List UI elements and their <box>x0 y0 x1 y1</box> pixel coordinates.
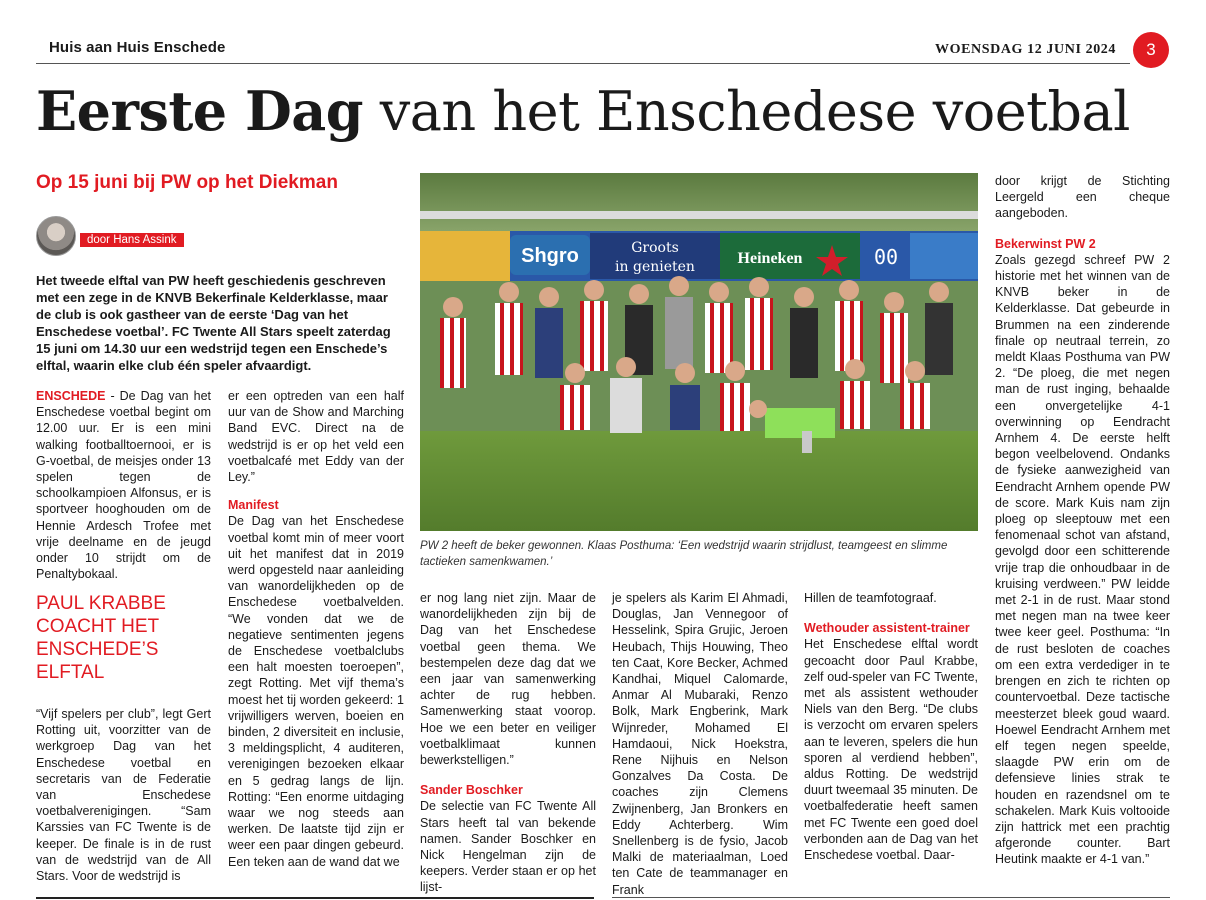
publication-name: Huis aan Huis Enschede <box>49 39 226 56</box>
side-heading: PAUL KRABBE COACHT HET ENSCHEDE’S ELFTAL <box>36 593 166 683</box>
column-4 <box>612 590 788 898</box>
col1-text: - De Dag van het Enschedese voetbal begint om 12.00 uur. Er is een mini walking footballtoernooi, er is G-voetbal, de meisjes onder 13 spelen tegen de schoolkampioen Alfonsus, er is sportveer hooghouden om de Hennie Ardesch Trofee met vrije deelname en de jeugd onder 10 strijdt om de Penaltybokaal. <box>36 389 211 582</box>
column-1-bottom <box>36 706 211 884</box>
bottom-divider-left <box>36 897 594 899</box>
author-avatar <box>36 216 76 256</box>
banner-text-2: in genieten <box>615 259 695 275</box>
banner-heineken: Heineken <box>737 250 803 267</box>
headline-regular: van het Enschedese voetbal <box>363 80 1130 143</box>
subheading-bekerwinst: Bekerwinst PW 2 <box>995 236 1096 251</box>
article-intro: Het tweede elftal van PW heeft geschiedenis geschreven met een zege in de KNVB Bekerfinale Kelderklasse, maar de club is ook gastheer van de eerste ‘Dag van het Enschedese voetbal’. FC Twente All Stars speelt zaterdag 15 juni om 14.30 uur een wedstrijd tegen een Enschede’s elftal, waarin elke club één speler afvaardigt. <box>36 273 391 373</box>
subheading-manifest: Manifest <box>228 498 279 513</box>
col2-paragraph-1: er een optreden van een half uur van de Show and Marching Band EVC. Direct na de wedstrijd is er op het veld een voetbalcafé met Eddy van der Ley.” <box>228 389 404 485</box>
banner-text-1: Groots <box>631 240 679 256</box>
col4-paragraph-1: je spelers als Karim El Ahmadi, Douglas, Jan Vennegoor of Hesselink, Spira Grujic, Jeroen Heubach, Thijs Houwing, Theo ten Caat, Kore Becker, Achmed Kandhai, Miquel Calomarde, Anmar Al Mubaraki, Renzo Bolk, Mark Engberink, Mark Wijnreder, Mohamed El Hamdaoui, Nick Hoekstra, Rene Nijhuis en Nelson Gonzalves Da Costa. De coaches zijn Clemens Zwijnenberg, Jan Bronkers en Eddy Achterberg. Wim Snellenberg is de fysio, Jacob Malki de materiaalman, Loed ten Cate de teammanager en Frank <box>612 591 788 897</box>
col1-paragraph <box>36 388 211 582</box>
article-subtitle: Op 15 juni bij PW op het Diekman <box>36 172 338 193</box>
photo-caption: PW 2 heeft de beker gewonnen. Klaas Posthuma: ‘Een wedstrijd waarin strijdlust, teamgeest en slimme tactieken samenkwamen.’ <box>420 540 948 568</box>
dateline: ENSCHEDE <box>36 389 106 403</box>
col3-paragraph-2: De selectie van FC Twente All Stars heeft tal van bekende namen. Sander Boschker en Nick Hengelman zijn de keepers. Verder staan er op het lijst- <box>420 799 596 895</box>
team-photo <box>420 173 978 531</box>
page-number-badge: 3 <box>1133 32 1169 68</box>
banner-sligro: Shgro <box>521 245 579 267</box>
banner-score: 00 <box>873 245 899 269</box>
trophy-icon <box>802 431 812 453</box>
issue-date: WOENSDAG 12 JUNI 2024 <box>934 42 1116 57</box>
column-5 <box>804 590 978 863</box>
headline <box>36 72 1130 151</box>
masthead-divider <box>36 63 1130 64</box>
headline-bold: Eerste Dag <box>36 79 364 143</box>
column-1 <box>36 388 211 582</box>
subheading-wethouder: Wethouder assistent-trainer <box>804 621 970 636</box>
col1-bottom-paragraph: “Vijf spelers per club”, legt Gert Rotting uit, voorzitter van de werkgroep Dag van het Enschedese voetbal en secretaris van de Federatie van Enschedese voetbalverenigingen. “Sam Karssies van FC Twente is de keeper. De finale is in de rust van de wedstrijd van de All Stars. Voor de wedstrijd is <box>36 707 211 884</box>
column-3 <box>420 590 596 896</box>
col5-paragraph-1: Hillen de teamfotograaf. <box>804 591 937 605</box>
col3-paragraph-1: er nog lang niet zijn. Maar de wanordelijkheden zijn bij de Dag van het Enschedese voetbal geen thema. We bestempelen deze dag dat we een jaar van samenwerking achter de rug hebben. Samenwerking staat voorop. Hoe we een beter en veiliger voetbalklimaat kunnen bewerkstelligen.” <box>420 591 596 768</box>
author-byline: door Hans Assink <box>80 233 184 247</box>
column-2 <box>228 388 404 870</box>
bottom-divider-right <box>612 897 1170 898</box>
col2-paragraph-2: De Dag van het Enschedese voetbal komt min of meer voort uit het manifest dat in 2019 werd opgesteld naar aanleiding van wanordelijkheden op de Enschedese voetbalvelden. “We vonden dat we de negatieve sentimenten jegens de Enschedese voetbalclubs een halt moesten toeroepen”, zegt Rotting. Met vijf thema’s moest het tij worden gekeerd: 1 vrijwilligers werven, boeien en binden, 2 diversiteit en inclusie, 3 meldingsplicht, 4 auditeren, verenigingen bezoeken elkaar en 5 gedrag langs de lijn. Rotting: “Een enorme uitdaging waar we nog steeds aan werken. De laatste tijd zijn er weer een paar dingen gebeurd. Een teken aan de wand dat we <box>228 514 404 869</box>
subheading-sander-boschker: Sander Boschker <box>420 783 523 798</box>
column-6 <box>995 173 1170 868</box>
col6-paragraph-1: door krijgt de Stichting Leergeld een cheque aangeboden. <box>995 174 1170 221</box>
col5-paragraph-2: Het Enschedese elftal wordt gecoacht door Paul Krabbe, zelf oud-speler van FC Twente, met als assistent wethouder Niels van den Berg. “De clubs is verzocht om ervaren spelers aan te leveren, spelers die hun sporen al verdiend hebben”, aldus Rotting. De wedstrijd duurt tweemaal 35 minuten. De voetbalfederatie heeft samen met FC Twente een goed doel verbonden aan de Dag van het Enschedese voetbal. Daar- <box>804 637 978 863</box>
col6-paragraph-2: Zoals gezegd schreef PW 2 historie met het winnen van de KNVB beker in de Kelderklasse. Dat gebeurde in Brummen na een zinderende finale op neutraal terrein, zo meldt Klaas Posthuma van PW 2. “De ploeg, die met negen man de rust inging, behaalde een onvergetelijke 4-1 overwinning op Eendracht Arnhem 4. De eerste helft begon veelbelovend. Ondanks de fysieke aanwezigheid van Eendracht Arnhem opende PW de score. Mark Kuis nam zijn ploeg op sleeptouw met een fenomenaal schot van afstand, gevolgd door een schitterende vrije trap die onhoudbaar in de kruising verdween.” PW leidde met 2-1 in de rust. Maar stond met negen man na twee keer twee keer geel. Posthuma: “In de rust besloten de coaches om een extra verdediger in te brengen en zich te richten op countervoetbal. Deze tactische meesterzet bleek goud waard. Hoewel Eendracht Arnhem met elf tegen negen speelde, slaagde PW erin om de defensieve linies strak te houden en razendsnel om te schakelen. Mark Kuis voltooide zijn hattrick met een prachtig afgeronde counter. Bart Heutink maakte er 4-1 van.” <box>995 252 1170 867</box>
